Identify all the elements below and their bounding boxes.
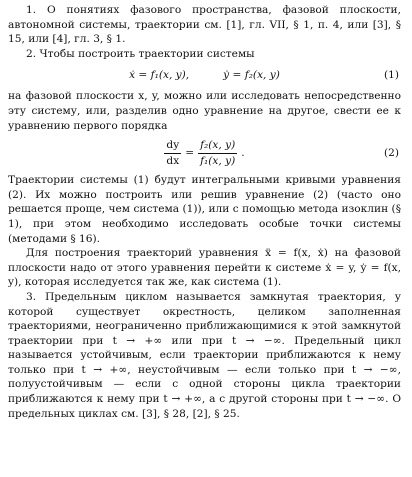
equation-1-right: ẏ = f₂(x, y) [223,69,280,82]
equation-2 [8,133,401,173]
equation-2-rhs-denominator: f₁(x, y) [200,154,236,167]
equation-2-lhs-numerator: dy [164,139,181,154]
equation-2-lhs-denominator: dx [166,154,180,167]
equation-1-left: ẋ = f₁(x, y), [129,69,190,82]
equation-2-number: (2) [383,146,399,159]
paragraph-4: Траектории системы (1) будут интегральными кривыми уравнения (2). Их можно построить или решив уравнение (2) (часто оно решается проще, чем система (1)), или с помощью метода изоклин (§ 1), при этом необходимо исследовать особые точки системы (методами § 16). [8,174,401,245]
equation-2-formula [164,139,244,168]
equation-2-rhs-fraction [198,139,237,168]
equation-2-rhs-numerator: f₂(x, y) [198,139,237,154]
equation-1 [8,61,401,89]
paragraph-1: 1. О понятиях фазового пространства, фазовой плоскости, автономной системы, траектории см. [1], гл. VII, § 1, п. 4, или [3], § 15, или [4], гл. 3, § 1. [8,4,401,46]
paragraph-2: 2. Чтобы построить траектории системы [26,47,255,60]
equation-2-lhs-fraction [164,139,181,168]
paragraph-6: 3. Предельным циклом называется замкнутая траектория, у которой существует окрестность, целиком заполненная траекториями, неограниченно приближающимися к этой замкнутой траектории при t → +∞ или при t → −∞. Предельный цикл называется устойчивым, если траектории приближаются к нему только при t → +∞, неустойчивым — если только при t → −∞, полуустойчивым — если с одной стороны цикла траектории приближаются к нему при t → +∞, а с другой стороны при t → −∞. О предельных циклах см. [3], § 28, [2], § 25. [8,290,401,420]
equation-2-equals: = [185,146,195,159]
paragraph-3: на фазовой плоскости x, y, можно или исследовать непосредственно эту систему, или, разделив одно уравнение на другое, свести ее к уравнению первого порядка [8,90,401,132]
paragraph-5: Для построения траекторий уравнения ẍ = f(x, ẋ) на фазовой плоскости надо от этого уравнения перейти к системе ẋ = y, ẏ = f(x, y), которая исследуется так же, как система (1). [8,247,401,289]
equation-1-number: (1) [383,69,399,82]
equation-1-formula [129,68,280,83]
equation-2-period: . [241,146,245,159]
